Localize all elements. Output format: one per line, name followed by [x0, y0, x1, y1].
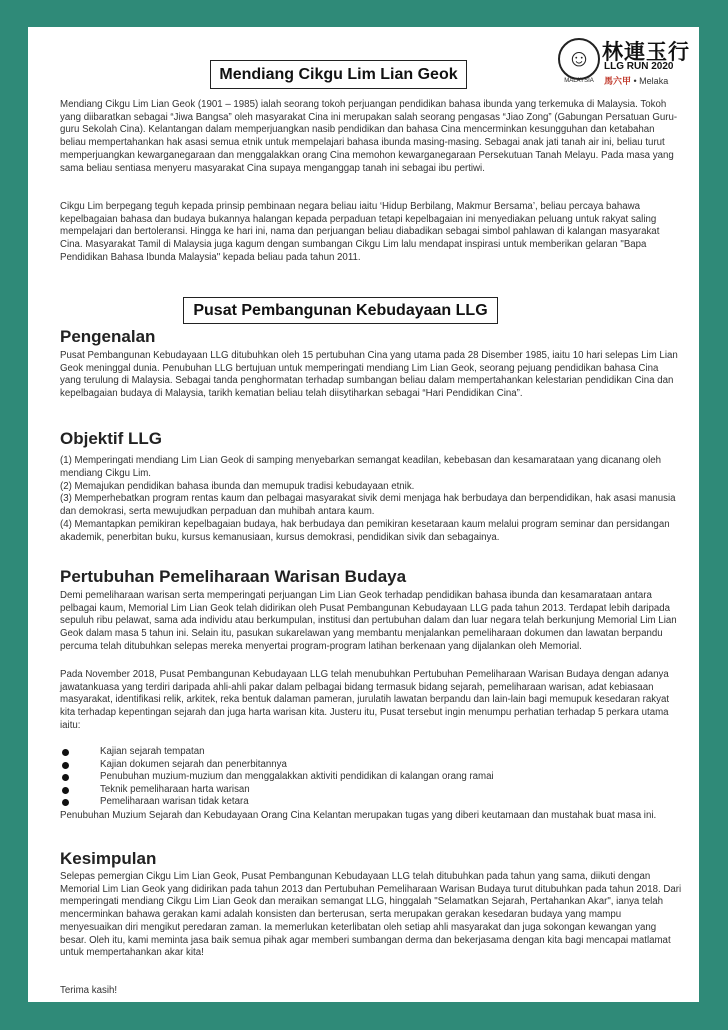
warisan-bullet-list: [60, 746, 494, 809]
heading-pengenalan: Pengenalan: [60, 327, 156, 346]
bullet-item: Kajian sejarah tempatan: [60, 746, 494, 759]
biography-paragraph-1: Mendiang Cikgu Lim Lian Geok (1901 – 1985) ialah seorang tokoh perjuangan pendidikan bahasa ibunda yang terkemuka di Malaysia. Tokoh yang diibaratkan sebagai “Jiwa Bangsa” oleh masyarakat Cina ini merupakan salah seorang pengasas “Jiao Zong” (Gabungan Persatuan Guru-guru Sekolah Cina). Kelantangan dalam memperjuangkan nasib pendidikan dan bahasa Cina mencerminkan kesungguhan dan ketabahan beliau mempertahankan hak asasi semua etnik untuk mempelajari bahasa ibunda masing-masing. Sebagai anak jati tanah air ini, beliau turut memperjuangkan kewarganegaraan dan menggalakkan orang Cina memohon kewarganegaraan Persekutuan Tanah Melayu. Pada masa yang sama beliau sentiasa menyeru masyarakat Cina supaya menganggap tanah ini sebagai ibu pertiwi.: [60, 99, 678, 174]
bullet-dot-icon: [62, 774, 69, 781]
logo-caption: MALAYSIA: [564, 78, 594, 84]
objektif-item: (3) Memperhebatkan program rentas kaum dan pelbagai masyarakat sivik demi menjaga hak berbudaya dan berpendidikan, hak asasi manusia dan demokrasi, serta mewujudkan perpaduan dan muhibah antara kaum.: [60, 493, 676, 518]
heading-warisan: Pertubuhan Pemeliharaan Warisan Budaya: [60, 567, 407, 586]
bullet-dot-icon: [62, 762, 69, 769]
logo-cjk-title: 林連玉行: [602, 41, 690, 64]
pengenalan-paragraph: Pusat Pembangunan Kebudayaan LLG ditubuhkan oleh 15 pertubuhan Cina yang utama pada 28 Disember 1985, iaitu 10 hari selepas Lim Lian Geok meninggal dunia. Penubuhan LLG bertujuan untuk memperingati mendiang Lim Lian Geok, seorang pejuang pendidikan bahasa Cina yang terulung di Malaysia. Sebagai tanda penghormatan terhadap sumbangan beliau dalam mempertahankan kelestarian pendidikan Cina dan kepelbagaian budaya di Malaysia, tarikh kematian beliau telah diisytiharkan sebagai “Hari Pendidikan Cina”.: [60, 350, 678, 400]
biography-paragraph-2: Cikgu Lim berpegang teguh kepada prinsip pembinaan negara beliau iaitu ‘Hidup Berbilang, Makmur Bersama’, beliau percaya bahawa kepelbagaian bahasa dan budaya bukannya halangan kepada perpaduan tetapi kepelbagaian ini menyediakan peluang untuk rakyat saling mempelajari dan bertoleransi. Hingga ke hari ini, nama dan perjuangan beliau diabadikan sebagai simbol pahlawan di kalangan masyarakat Cina. Masyarakat Tamil di Malaysia juga kagum dengan sumbangan Cikgu Lim lalu mendapat inspirasi untuk memberikan gelaran "Bapa Pendidikan Bahasa Ibunda Malaysia" kepada beliau pada tahun 2011.: [60, 201, 660, 263]
objektif-list: [60, 455, 682, 545]
bullet-dot-icon: [62, 787, 69, 794]
bullet-item: Penubuhan muzium-muzium dan menggalakkan aktiviti pendidikan di kalangan orang ramai: [60, 771, 494, 784]
llg-run-logo: [558, 36, 693, 88]
bullet-dot-icon: [62, 749, 69, 756]
bullet-item: Pemeliharaan warisan tidak ketara: [60, 796, 494, 809]
warisan-paragraph-1: Demi pemeliharaan warisan serta memperingati perjuangan Lim Lian Geok terhadap pendidikan bahasa ibunda dan kesamarataan antara pelbagai kaum, Memorial Lim Lian Geok telah didirikan oleh Pusat Pembangunan Kebudayaan LLG pada tahun 2013. Terdapat lebih daripada sepuluh ribu pelawat, sama ada individu atau berkumpulan, institusi dan pertubuhan dalam dan luar negara telah berkunjung Memorial Lim Lian Geok dalam masa 5 tahun ini. Selain itu, pasukan sukarelawan yang membantu menjalankan pemeliharaan dokumen dan lawatan berpandu percuma telah ditubuhkan selepas mereka menyertai program-program latihan berkenaan yang dijalankan oleh Memorial.: [60, 590, 677, 652]
bullet-item: Kajian dokumen sejarah dan penerbitannya: [60, 759, 494, 772]
bullet-dot-icon: [62, 799, 69, 806]
objektif-item: (4) Memantapkan pemikiran kepelbagaian budaya, hak berbudaya dan pemikiran kesetaraan kaum melalui program seminar dan persidangan akademik, penerbitan buku, kursus kemanusiaan, kursus demokrasi, pendidikan sivik dan sebagainya.: [60, 518, 670, 543]
warisan-paragraph-3: Penubuhan Muzium Sejarah dan Kebudayaan Orang Cina Kelantan merupakan tugas yang diberi keutamaan dan mustahak buat masa ini.: [60, 810, 657, 821]
warisan-paragraph-2: Pada November 2018, Pusat Pembangunan Kebudayaan LLG telah menubuhkan Pertubuhan Pemeliharaan Warisan Budaya dengan adanya jawatankuasa yang terdiri daripada ahli-ahli pakar dalam pelbagai bidang termasuk bidang sejarah, pemeliharaan warisan, adat kebiasaan masyarakat, identifikasi relik, arkitek, reka bentuk dalaman pameran, jurulatih lawatan berpandu dan lain-lain bagi memupuk kesedaran rakyat kita terhadap kepentingan sejarah dan juga harta warisan kita. Justeru itu, Pusat tersebut ingin menumpu perhatian terhadap 5 perkara utama iaitu:: [60, 669, 670, 731]
logo-location-text: • Melaka: [633, 76, 669, 86]
objektif-item: (1) Memperingati mendiang Lim Lian Geok di samping menyebarkan semangat keadilan, kebebasan dan kesamarataan yang dicanang oleh mendiang Cikgu Lim.: [60, 455, 661, 479]
logo-location: [604, 74, 668, 87]
bullet-item: Teknik pemeliharaan harta warisan: [60, 784, 494, 797]
logo-location-cjk: 馬六甲: [604, 76, 632, 86]
kesimpulan-paragraph: Selepas pemergian Cikgu Lim Lian Geok, Pusat Pembangunan Kebudayaan LLG telah ditubuhkan pada tahun yang sama, diikuti dengan Memorial Lim Lian Geok yang didirikan pada tahun 2013 dan Pertubuhan Pemeliharaan Warisan Budaya turut ditubuhkan pada tahun 2018. Dari memperingati mendiang Cikgu Lim Lian Geok dan meraikan semangat LLG, hinggalah "Selamatkan Sejarah, Pertahankan Akar", ianya telah mencerminkan bahawa gerakan kami adalah konsisten dan berterusan, serta merupakan gerakan kesedaran budaya yang mampu menyesuaikan diri mengikut peredaran zaman. Ia memerlukan keterlibatan oleh setiap ahli masyarakat dan juga sokongan kewangan yang besar. Oleh itu, kami meminta jasa baik semua pihak agar memberi sumbangan derma dan bekerjasama dengan kita bagi mencapai matlamat untuk mempertahankan akar kita!: [60, 871, 682, 959]
closing-thanks: Terima kasih!: [60, 985, 118, 996]
heading-kesimpulan: Kesimpulan: [60, 849, 157, 868]
section-title-lim-lian-geok: Mendiang Cikgu Lim Lian Geok: [210, 60, 467, 89]
logo-run-text: LLG RUN 2020: [604, 61, 674, 72]
heading-objektif: Objektif LLG: [60, 429, 162, 448]
section-title-llg-centre: Pusat Pembangunan Kebudayaan LLG: [183, 297, 498, 324]
objektif-item: (2) Memajukan pendidikan bahasa ibunda dan memupuk tradisi kebudayaan etnik.: [60, 480, 415, 492]
document-page: [28, 27, 699, 1002]
portrait-icon: ☺: [558, 38, 600, 80]
